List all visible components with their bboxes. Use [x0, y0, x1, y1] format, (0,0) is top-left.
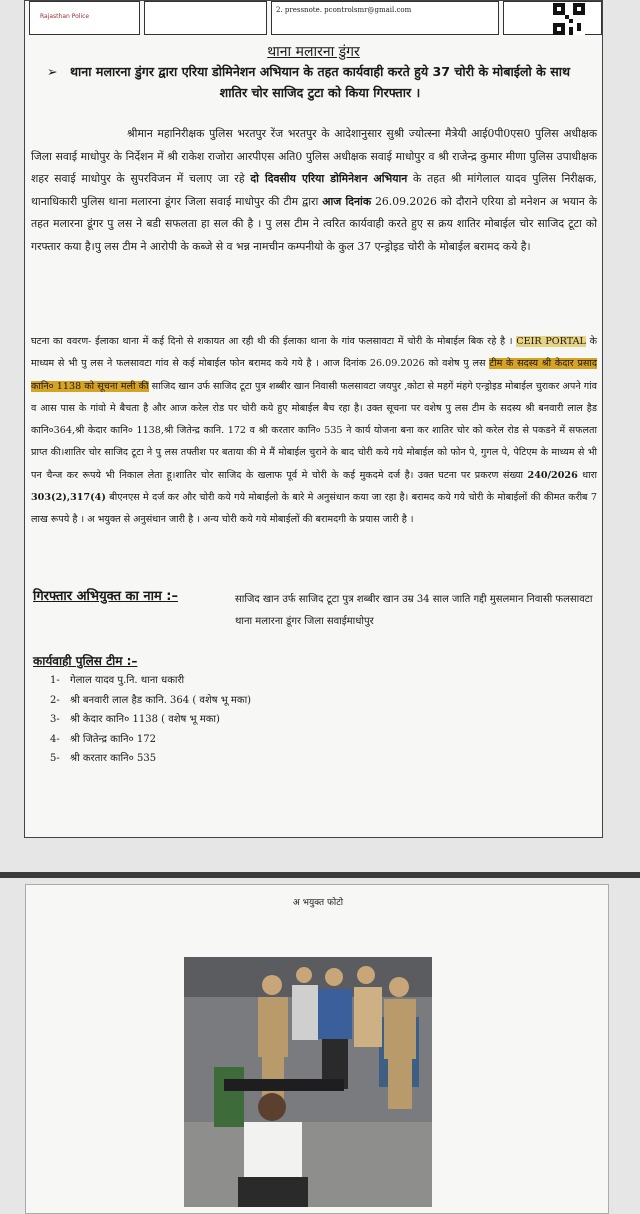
case-number: 240/2026	[527, 469, 578, 481]
list-number: 1-	[50, 675, 60, 686]
team-label: कार्यवाही पुलिस टीम :–	[33, 654, 138, 668]
police-group-image	[184, 957, 432, 1207]
list-item	[50, 749, 251, 769]
arrow-bullet-icon: ➢	[47, 64, 58, 79]
member-name: श्री जितेन्द्र कानि० 172	[70, 733, 157, 745]
mail-cell	[271, 1, 499, 35]
member-name: श्री बनवारी लाल हैड कानि. 364 ( वशेष भू मका)	[70, 694, 252, 706]
para1-text-e: 26.09.2026 को दौराने एरिया डो मनेशन अ भयान के तहत मलारना डूंगर पु लस ने बडी सफलता हा सल की है । पु लस टीम ने त्वरित कार्यवाही करते हुए स क्रय शातिर मोबाईल चोर साजिद टूटा को गरफ्तार कया है।पु लस टीम ने आरोपी के कब्जे से व भन्न नामचीन कम्पनीयो के कुल 37 एन्ड्रोइड चोरी के मोबाईल बरामद कये है।	[31, 194, 597, 253]
arrested-details: साजिद खान उर्फ साजिद टूटा पुत्र शब्बीर खान उम्र 34 साल जाति गद्दी मुसलमान निवासी फलसावटा थाना मलारना डूंगर जिला सवाईमाधोपुर	[235, 594, 593, 627]
list-number: 5-	[50, 753, 60, 765]
page-title: थाना मलारना डुंगर	[267, 44, 360, 60]
header-blank-cell	[144, 1, 267, 35]
list-item	[50, 691, 251, 711]
press-note-page	[24, 0, 603, 838]
legal-sections: 303(2),317(4)	[31, 492, 106, 504]
intro-paragraph	[31, 123, 597, 258]
press-email: 2. pressnote. pcontrolsmr@gmail.com	[276, 6, 412, 14]
ceir-portal-highlight: CEIR PORTAL	[516, 336, 586, 347]
arrested-label: गिरफ्तार अभियुक्त का नाम :–	[33, 589, 178, 604]
para2-text-c: साजिद खान उर्फ साजिद टूटा पुत्र शब्बीर खान निवासी फलसावटा जयपुर ,कोटा से महगें मंहगे एन्ड्रोइड मोबाईल चुराकर अपने गांव व आस पास के गांवो मे बैचता है और आज करेल रोड पर चोरी कये हुए मोबाईल बैच रहा है। उक्त सूचना पर वशेष पु लस टीम के सदस्य श्री बनवारी लाल हैड कानि०364,श्री केदार कानि० 1138,श्री जितेन्द्र कानि. 172 व श्री करतार कानि० 535 ने कार्य योजना बना कर शातिर चोर को करेल रोड से पकडने में सफलता प्राप्त की।शातिर चोर साजिद टूटा ने पु लस तफ्तीश पर बताया की मे मैं मोबाईल चुराने के बाद चोरी कये गये मोबाईल को फोन पे, गुगल पे, पेटिएम के माध्यम से भी पन चैन्ज कर रूपये भी निकाल लेता हू।शातिर चोर साजिद के खलाफ पूर्व मे चोरी के कई मुकदमे दर्ज है। उक्त घटना पर प्रकरण संख्या	[31, 380, 597, 481]
headline-text: थाना मलारना डुंगर द्वारा एरिया डोमिनेशन अभियान के तहत कार्यवाही करते हुये 37 चोरी के मोबाईलो के साथ शातिर चोर साजिद टुटा को किया गिरफ्तार ।	[69, 64, 571, 100]
page-separator	[0, 872, 640, 878]
para2-text-d: धारा	[577, 469, 598, 481]
date-label: आज दिनांक	[322, 194, 372, 208]
para2-text-e: बीएनएस मे दर्ज कर और चोरी कये गये मोबाईलो के बारे मे अनुसंधान कया जा रहा है। बरामद कये गये चोरी के मोबाईलों की कीमत करीब 7 लाख रूपये है । अ भयुक्त से अनुसंधान जारी है । अन्य चोरी कये गये मोबाईलों की बरामदगी के प्रयास जारी है ।	[31, 492, 597, 526]
letterhead	[25, 1, 602, 37]
member-name: गेलाल यादव पु.नि. थाना धकारी	[70, 675, 185, 686]
list-number: 2-	[50, 694, 60, 706]
list-item	[50, 730, 251, 750]
informant-highlight: टीम के सदस्य श्री केदार प्रसाद कानि० 1138 को सूचना मली की	[31, 358, 597, 392]
para1-text-c: के तहत श्री मांगेलाल यादव पुलिस निरीक्षक, थानाधिकारी पुलिस थाना मलारना डूंगर जिला सवाई माधोपुर की टीम द्वारा	[31, 172, 597, 208]
list-item	[50, 671, 251, 691]
list-number: 3-	[50, 714, 60, 726]
photo-caption: अ भयुक्त फोटो	[292, 898, 344, 908]
logo-cell	[29, 1, 140, 35]
qr-cell	[503, 1, 602, 35]
list-item	[50, 710, 251, 730]
para1-text-a: श्रीमान महानिरीक्षक पुलिस भरतपुर रेंज भरतपुर के आदेशानुसार सुश्री ज्योत्स्ना मैत्रेयी आई0पी0एस0 पुलिस अधीक्षक जिला सवाई माधोपुर के निर्देशन में श्री राकेश राजोरा आरपीएस अति0 पुलिस अधीक्षक सवाई माधोपुर व श्री राजेन्द्र कुमार मीणा पुलिस उपाधीक्षक शहर सवाई माधोपुर के सुपरविजन में चलाए जा रहे	[31, 127, 597, 185]
member-name: श्री करतार कानि० 535	[70, 753, 157, 765]
para2-text-a: घटना का ववरण- ईलाका थाना में कई दिनो से शकायत आ रही थी की ईलाका थाना के गांव फलसावटा में चोरी के मोबाईल बिक रहे है ।	[31, 336, 517, 347]
list-number: 4-	[50, 733, 60, 745]
police-label: Rajasthan Police	[40, 13, 90, 20]
campaign-name: दो दिवसीय एरिया डोमिनेशन अभियान	[250, 172, 408, 185]
accused-photo	[184, 957, 432, 1207]
headline	[47, 61, 585, 103]
qr-code-icon	[553, 3, 585, 35]
team-list	[50, 671, 251, 769]
photo-page	[25, 884, 609, 1214]
incident-paragraph	[31, 331, 597, 532]
member-name: श्री केदार कानि० 1138 ( वशेष भू मका)	[70, 714, 220, 726]
para2-text-b: के माध्यम से भी पु लस ने फलसावटा गांव से कई मोबाईल फोन बरामद कये गये है । आज दिनांक 26.09.2026 को वशेष पु लस	[31, 336, 597, 370]
